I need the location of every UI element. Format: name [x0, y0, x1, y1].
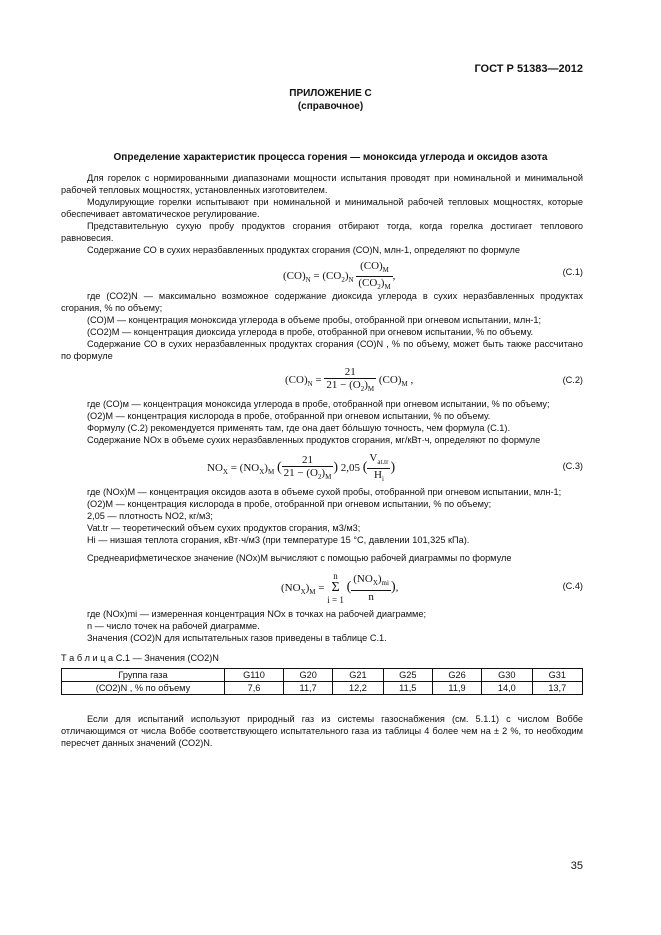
paragraph: Формулу (С.2) рекомендуется применять там, где она дает бо́льшую точность, чем формула (С.1).	[87, 423, 510, 433]
paragraph: Среднеарифметическое значение (NOx)M вычисляют с помощью рабочей диаграммы по формуле	[87, 553, 512, 563]
paragraph: где (NOx)mi — измеренная концентрация NOx в точках на рабочей диаграмме;	[87, 609, 427, 619]
paragraph: Для горелок с нормированными диапазонами мощности испытания проводят при номинальной и минимальной рабочей тепловых мощностях, установленных изготовителем.	[61, 173, 583, 195]
paragraph: где (СО)м — концентрация моноксида углерода в пробе, отобранной при огневом испытании, % по объему;	[87, 399, 550, 409]
table-cell: 12,2	[333, 682, 383, 695]
formula-label: (С.3)	[562, 461, 583, 471]
table-cell: G20	[284, 669, 333, 682]
table-cell: G110	[225, 669, 284, 682]
paragraph: Vat.tr — теоретический объем сухих продуктов сгорания, м3/м3;	[87, 523, 361, 533]
paragraph: Содержание СО в сухих неразбавленных продуктах сгорания (СО)N , % по объему, может быть также рассчитано по формуле	[61, 339, 583, 361]
appendix-title: ПРИЛОЖЕНИЕ С	[289, 88, 372, 99]
formula-c2: $(CO)_N$ = $\frac{21}{21 - (O_2)_M}$ $(CO)_M$ , (С.2)	[285, 366, 583, 394]
paragraph: Модулирующие горелки испытывают при номинальной и минимальной рабочей тепловых мощностях, которые обеспечивает автоматическое регулирование.	[61, 197, 583, 219]
table-cell: Группа газа	[62, 669, 225, 682]
table-cell: 11,5	[383, 682, 432, 695]
paragraph: (O2)M — концентрация кислорода в пробе, отобранной при огневом испытании, % по объему;	[87, 499, 492, 509]
paragraph: Представительную сухую пробу продуктов сгорания отбирают тогда, когда горелка достигает теплового равновесия.	[61, 221, 583, 243]
paragraph: n — число точек на рабочей диаграмме.	[87, 621, 260, 631]
table-cell: 13,7	[532, 682, 582, 695]
table-caption: Т а б л и ц а С.1 — Значения (СО2)N	[61, 653, 219, 663]
formula-label: (С.4)	[562, 581, 583, 591]
table-cell: G26	[432, 669, 481, 682]
table-cell: G31	[532, 669, 582, 682]
standard-header: ГОСТ Р 51383—2012	[474, 63, 583, 75]
table-cell: 11,9	[432, 682, 481, 695]
paragraph: (СО2)M — концентрация диоксида углерода в пробе, отобранной при огневом испытании, % по объему.	[87, 327, 534, 337]
paragraph: 2,05 — плотность NO2, кг/м3;	[87, 511, 213, 521]
formula-c3: $NO_X = (NO_X)_M$ ( $\frac{21}{21 - (O_2)_M}$ ) 2,05 ( $\frac{V_{at.tr}}{H_i}$ ) (С.3)	[207, 452, 583, 484]
formula-label: (С.2)	[562, 375, 583, 385]
table-cell: G30	[482, 669, 532, 682]
table-cell: G25	[383, 669, 432, 682]
appendix-subtitle: (справочное)	[297, 101, 364, 112]
paragraph: (О2)M — концентрация кислорода в пробе, отобранной при огневом испытании, % по объему.	[87, 411, 491, 421]
paragraph: Значения (СО2)N для испытательных газов приведены в таблице С.1.	[87, 633, 387, 643]
paragraph: (СО)M — концентрация моноксида углерода в объеме пробы, отобранной при огневом испытании, млн-1;	[87, 315, 542, 325]
paragraph: Содержание СО в сухих неразбавленных продуктах сгорания (СО)N, млн-1, определяют по формуле	[87, 245, 520, 255]
page-number: 35	[570, 860, 583, 872]
table-cell: 14,0	[482, 682, 532, 695]
paragraph: Содержание NOx в объеме сухих неразбавленных продуктов сгорания, мг/кВт·ч, определяют по формуле	[87, 435, 541, 445]
table-cell: 7,6	[225, 682, 284, 695]
paragraph: где (СО2)N — максимально возможное содержание диоксида углерода в сухих неразбавленных продуктах сгорания, % по объему;	[61, 291, 583, 313]
paragraph: Hi — низшая теплота сгорания, кВт·ч/м3 (при температуре 15 °С, давлении 101,325 кПа).	[87, 535, 470, 545]
paragraph: где (NOx)M — концентрация оксидов азота в объеме сухой пробы, отобранной при огневом испытании, млн-1;	[87, 487, 562, 497]
table-cell: G21	[333, 669, 383, 682]
table-row	[62, 682, 583, 695]
appendix-title-block	[0, 87, 661, 113]
paragraph: Если для испытаний используют природный газ из системы газоснабжения (см. 5.1.1) с числом Воббе отличающимся от числа Воббе соответствующего испытательного газа из таблицы 4 более чем на ± 2 %, то необходим пересчет данных значений (СО2)N.	[61, 714, 583, 748]
formula-c1: $(CO)_N = (CO_2)_N$ $\frac{(CO)_M}{(CO_2)_M}$ , (С.1)	[283, 260, 583, 292]
formula-label: (С.1)	[562, 267, 583, 277]
gas-table	[61, 668, 583, 695]
main-text	[61, 172, 583, 749]
formula-c4: $(NO_X)_M$ = n Σ i = 1 ( $\frac{(NO_X)_{mi}}{n}$ ), (С.4)	[281, 571, 583, 605]
table-header-row	[62, 669, 583, 682]
table-cell: 11,7	[284, 682, 333, 695]
table-cell: (СО2)N , % по объему	[62, 682, 225, 695]
section-title: Определение характеристик процесса горения — моноксида углерода и оксидов азота	[113, 152, 548, 163]
